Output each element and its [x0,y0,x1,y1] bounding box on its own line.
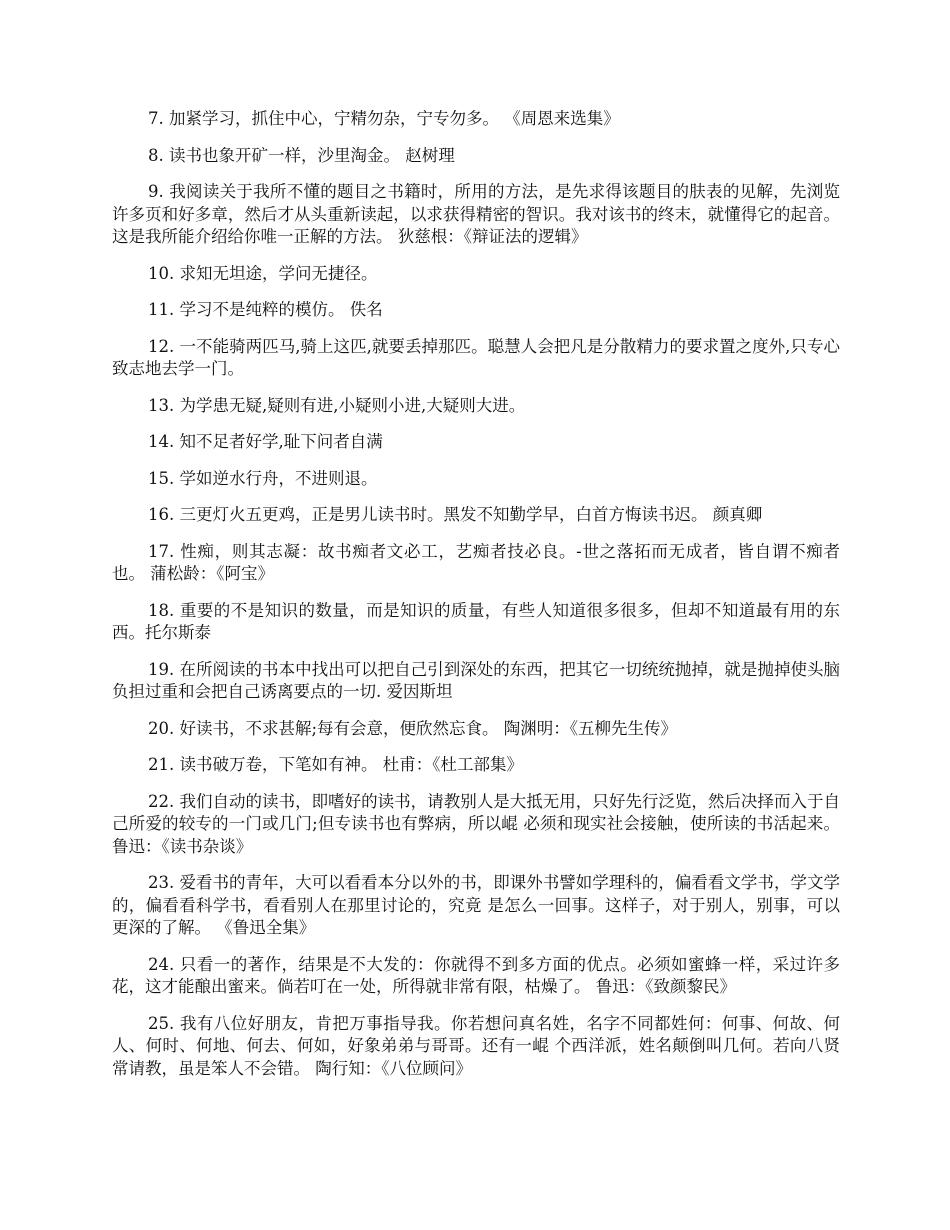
quote-paragraph-20: 20. 好读书，不求甚解;每有会意，便欣然忘食。 陶渊明：《五柳先生传》 [148,718,678,738]
quote-paragraph-13: 13. 为学患无疑,疑则有进,小疑则小进,大疑则大进。 [148,395,526,415]
quote-paragraph-25: 25. 我有八位好朋友，肯把万事指导我。你若想问真名姓，名字不同都姓何：何事、何故、何人、何时、何地、何去、何如，好象弟弟与哥哥。还有一崐 个西洋派，姓名颠倒叫几何。若向八贤常请教，虽是笨人不会错。 陶行知：《八位顾问》 [112,1013,840,1078]
quote-paragraph-21: 21. 读书破万卷，下笔如有神。 杜甫：《杜工部集》 [148,755,523,774]
quote-paragraph-10: 10. 求知无坦途，学问无捷径。 [148,263,378,283]
quote-paragraph-23: 23. 爱看书的青年，大可以看看本分以外的书，即课外书譬如学理科的，偏看看文学书，学文学的，偏看看科学书，看看别人在那里讨论的，究竟 是怎么一回事。这样子，对于别人，别事，可以更深的了解。 《鲁迅全集》 [112,873,840,937]
document-body [112,108,840,1094]
quote-paragraph-14: 14. 知不足者好学,耻下问者自满 [148,432,383,451]
quote-paragraph-9: 9. 我阅读关于我所不懂的题目之书籍时，所用的方法，是先求得该题目的肤表的见解，先浏览许多页和好多章，然后才从头重新读起，以求获得精密的智识。我对该书的终末，就懂得它的起音。这是我所能介绍给你唯一正解的方法。 狄慈根：《辩证法的逻辑》 [112,182,840,246]
quote-paragraph-16: 16. 三更灯火五更鸡，正是男儿读书时。黑发不知勤学早，白首方悔读书迟。 颜真卿 [148,505,763,524]
quote-paragraph-8: 8. 读书也象开矿一样，沙里淘金。 赵树理 [148,145,455,165]
quote-paragraph-22: 22. 我们自动的读书，即嗜好的读书，请教别人是大抵无用，只好先行泛览，然后决择而入于自己所爱的较专的一门或几门;但专读书也有弊病，所以崐 必须和现实社会接触，使所读的书活起来。 鲁迅：《读书杂谈》 [112,791,840,856]
quote-paragraph-7: 7. 加紧学习，抓住中心，宁精勿杂，宁专勿多。 《周恩来选集》 [148,109,620,128]
quote-paragraph-15: 15. 学如逆水行舟，不进则退。 [148,468,378,488]
quote-paragraph-18: 18. 重要的不是知识的数量，而是知识的质量，有些人知道很多很多，但却不知道最有用的东西。托尔斯泰 [112,600,840,642]
quote-paragraph-24: 24. 只看一的著作，结果是不大发的：你就得不到多方面的优点。必须如蜜蜂一样，采过许多花，这才能酿出蜜来。倘若叮在一处，所得就非常有限，枯燥了。 鲁迅：《致颜黎民》 [112,954,840,996]
quote-paragraph-19: 19. 在所阅读的书本中找出可以把自己引到深处的东西，把其它一切统统抛掉，就是抛掉使头脑负担过重和会把自己诱离要点的一切. 爱因斯坦 [112,659,840,701]
quote-paragraph-17: 17. 性痴，则其志凝：故书痴者文必工，艺痴者技必良。-世之落拓而无成者，皆自谓不痴者也。 蒲松龄：《阿宝》 [112,541,840,583]
quote-paragraph-11: 11. 学习不是纯粹的模仿。 佚名 [148,300,383,319]
quote-paragraph-12: 12. 一不能骑两匹马,骑上这匹,就要丢掉那匹。聪慧人会把凡是分散精力的要求置之度外,只专心致志地去学一门。 [112,336,840,378]
